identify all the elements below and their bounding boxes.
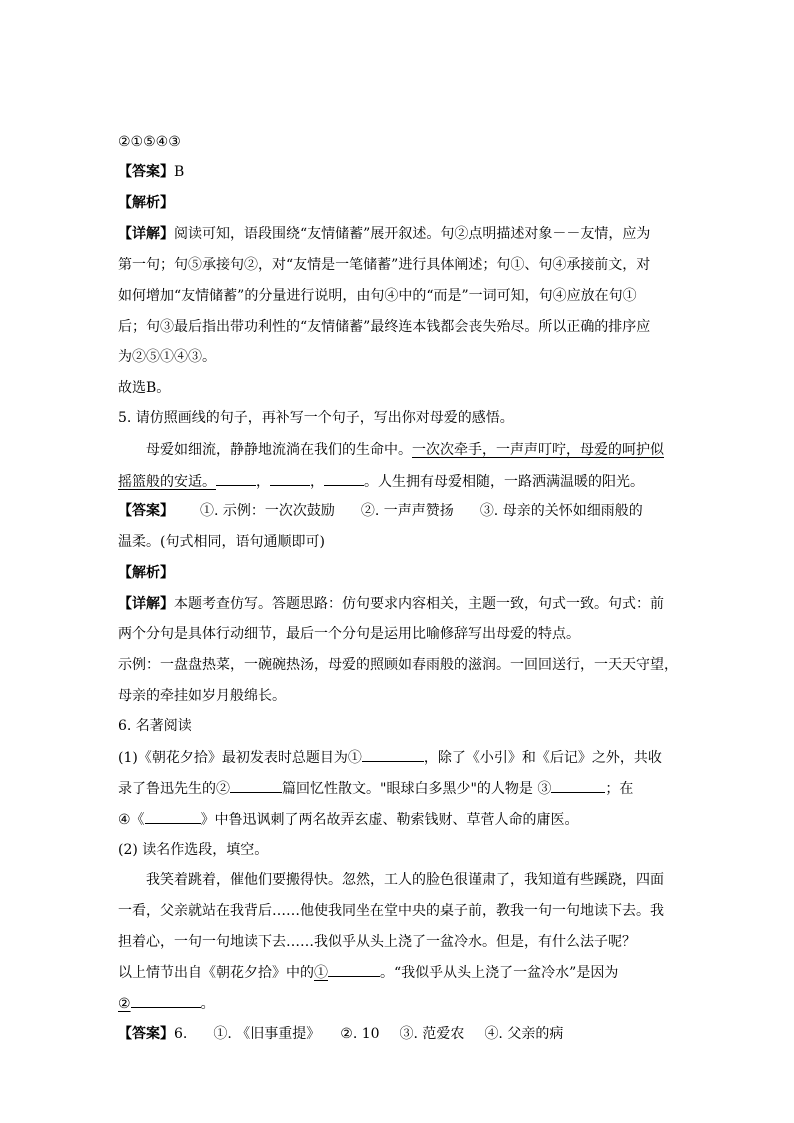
passage-line: 一看，父亲就站在我背后……他使我同坐在堂中央的桌子前，教我一句一句地读下去。我 <box>118 903 664 919</box>
detail-label: 【详解】 <box>118 226 174 242</box>
fill-blank[interactable] <box>216 473 256 486</box>
paragraph-line: 母亲的牵挂如岁月般绵长。 <box>118 688 286 704</box>
passage-line: 担着心，一句一句地读下去……我似乎从头上浇了一盆冷水。但是，有什么法子呢？ <box>118 934 636 950</box>
question-5-title: 5. 请仿照画线的句子，再补写一个句子，写出你对母爱的感悟。 <box>118 410 514 426</box>
fill-blank[interactable] <box>551 780 605 793</box>
analysis-heading: 【解析】 <box>118 195 174 211</box>
underlined-sentence: 摇篮般的安适。 <box>118 474 216 490</box>
question-line: 以上情节出自《朝花夕拾》中的① 。“我似乎从头上浇了一盆冷水”是因为 <box>118 965 619 981</box>
question-line: ② 。 <box>118 996 215 1012</box>
passage-line: 摇篮般的安适。 ， ， 。人生拥有母爱相随，一路洒满温暖的阳光。 <box>118 474 644 490</box>
detail-line: 【详解】本题考查仿写。答题思路：仿句要求内容相关，主题一致，句式一致。句式：前 <box>118 596 664 612</box>
order-sequence: ②①⑤④③ <box>118 134 181 150</box>
answer-continuation: 温柔。(句式相同，语句通顺即可) <box>118 534 325 550</box>
question-line: 录了鲁迅先生的② 篇回忆性散文。"眼球白多黑少"的人物是 ③ ；在 <box>118 781 634 797</box>
fill-blank[interactable] <box>270 473 310 486</box>
fill-blank[interactable] <box>145 811 201 824</box>
paragraph-line: 为②⑤①④③。 <box>118 349 216 365</box>
passage-line: 我笑着跳着，催他们要搬得快。忽然，工人的脸色很谨肃了，我知道有些蹊跷，四面 <box>146 872 664 888</box>
underlined-sentence: 一次次牵手，一声声叮咛，母爱的呵护似 <box>412 442 664 458</box>
answer-label: 【答案】 <box>118 1026 174 1042</box>
fill-blank[interactable] <box>328 964 380 977</box>
answer-value: B <box>174 164 185 180</box>
fill-blank[interactable] <box>131 995 201 1008</box>
paragraph-line: 如何增加“友情储蓄”的分量进行说明，由句④中的“而是”一词可知，句④应放在句① <box>118 288 637 304</box>
paragraph-line: 两个分句是具体行动细节，最后一个分句是运用比喻修辞写出母爱的特点。 <box>118 626 580 642</box>
fill-blank[interactable] <box>362 749 424 762</box>
question-line: (2) 读名作选段，填空。 <box>118 842 269 858</box>
detail-line: 【详解】阅读可知，语段围绕“友情储蓄”展开叙述。句②点明描述对象－－友情，应为 <box>118 226 651 242</box>
paragraph-line: 后；句③最后指出带功利性的“友情储蓄”最终连本钱都会丧失殆尽。所以正确的排序应 <box>118 319 651 335</box>
paragraph-line: 第一句；句⑤承接句②，对“友情是一笔储蓄”进行具体阐述；句①、句④承接前文，对 <box>118 257 651 273</box>
fill-blank[interactable] <box>230 780 282 793</box>
question-6-title: 6. 名著阅读 <box>118 718 192 734</box>
question-line: ④《 》中鲁迅讽刺了两名故弄玄虚、勒索钱财、草菅人命的庸医。 <box>118 812 579 828</box>
analysis-heading: 【解析】 <box>118 565 174 581</box>
example-line: 示例：一盘盘热菜，一碗碗热汤，母爱的照顾如春雨般的滋润。一回回送行，一天天守望， <box>118 657 678 673</box>
conclusion-line: 故选B。 <box>118 380 171 396</box>
answer-line <box>118 164 184 180</box>
passage-line: 母爱如细流，静静地流淌在我们的生命中。一次次牵手，一声声叮咛，母爱的呵护似 <box>146 442 664 458</box>
answer-line: 【答案】6. ①. 《旧事重提》 ②. 10 ③. 范爱农 ④. 父亲的病 <box>118 1026 564 1042</box>
question-line: (1)《朝花夕拾》最初发表时总题目为① ，除了《小引》和《后记》之外，共收 <box>118 750 662 766</box>
fill-blank[interactable] <box>324 473 364 486</box>
answer-label: 【答案】 <box>118 503 174 519</box>
detail-label: 【详解】 <box>118 596 174 612</box>
answer-line: 【答案】 ①. 示例：一次次鼓励 ②. 一声声赞扬 ③. 母亲的关怀如细雨般的 <box>118 503 643 519</box>
answer-label: 【答案】 <box>118 164 174 180</box>
